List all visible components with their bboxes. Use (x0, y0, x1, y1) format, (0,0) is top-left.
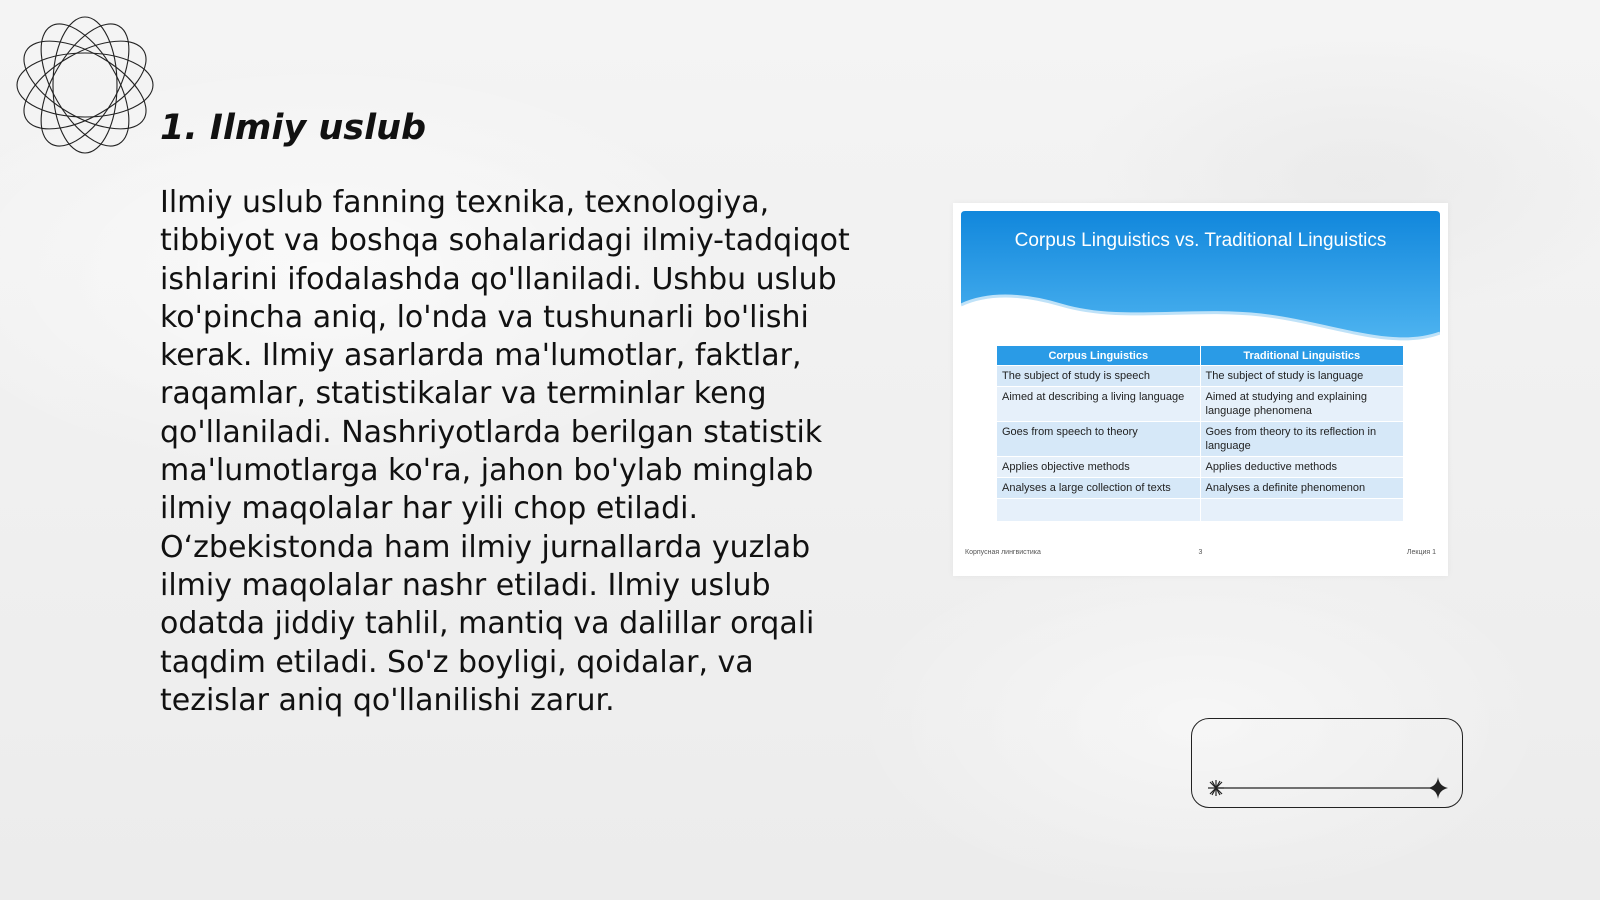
table-row (997, 366, 1403, 387)
table-row (997, 422, 1403, 457)
table-header-cell: Corpus Linguistics (997, 346, 1200, 366)
table-cell: Applies objective methods (997, 457, 1200, 478)
table-row (997, 387, 1403, 422)
table-row (997, 457, 1403, 478)
table-header-cell: Traditional Linguistics (1200, 346, 1403, 366)
table-cell: Goes from speech to theory (997, 422, 1200, 457)
table-cell: Goes from theory to its reflection in language (1200, 422, 1403, 457)
table-cell: Analyses a large collection of texts (997, 478, 1200, 499)
embedded-slide-footer (965, 549, 1436, 559)
footer-left-text: Корпусная лингвистика (965, 549, 1041, 556)
footer-page-number: 3 (1198, 549, 1203, 556)
slide-body-text: Ilmiy uslub fanning texnika, texnologiya, tibbiyot va boshqa sohalaridagi ilmiy-tadqiqot ishlarini ifodalashda qo'llaniladi. Ushbu uslub ko'pincha aniq, lo'nda va tushunarli bo'lishi kerak. Ilmiy asarlarda ma'lumotlar, faktlar, raqamlar, statistikalar va terminlar keng qo'llaniladi. Nashriyotlarda berilgan statistik ma'lumotlarga ko'ra, jahon bo'ylab minglab ilmiy maqolalar har yili chop etiladi. O‘zbekistonda ham ilmiy jurnallarda yuzlab ilmiy maqolalar nashr etiladi. Ilmiy uslub odatda jiddiy tahlil, mantiq va dalillar orqali taqdim etiladi. So'z boyligi, qoidalar, va tezislar aniq qo'llanilishi zarur. (160, 185, 850, 718)
table-cell: Aimed at describing a living language (997, 387, 1200, 422)
spirograph-icon (10, 10, 160, 160)
table-cell: The subject of study is speech (997, 366, 1200, 387)
table-cell-empty (997, 499, 1200, 522)
embedded-slide-title: Corpus Linguistics vs. Traditional Linguistics (1014, 230, 1387, 251)
table-row (997, 478, 1403, 499)
slide-title: 1. Ilmiy uslub (160, 108, 427, 148)
table-cell: The subject of study is language (1200, 366, 1403, 387)
table-row-empty (997, 499, 1403, 522)
table-header-row (997, 346, 1403, 366)
table-cell: Analyses a definite phenomenon (1200, 478, 1403, 499)
table-cell-empty (1200, 499, 1403, 522)
sparkle-line-icon (1202, 770, 1452, 800)
footer-right-text: Лекция 1 (1406, 549, 1436, 556)
embedded-slide-image (953, 203, 1448, 576)
table-cell: Aimed at studying and explaining language phenomena (1200, 387, 1403, 422)
comparison-table (997, 346, 1403, 521)
table-cell: Applies deductive methods (1200, 457, 1403, 478)
